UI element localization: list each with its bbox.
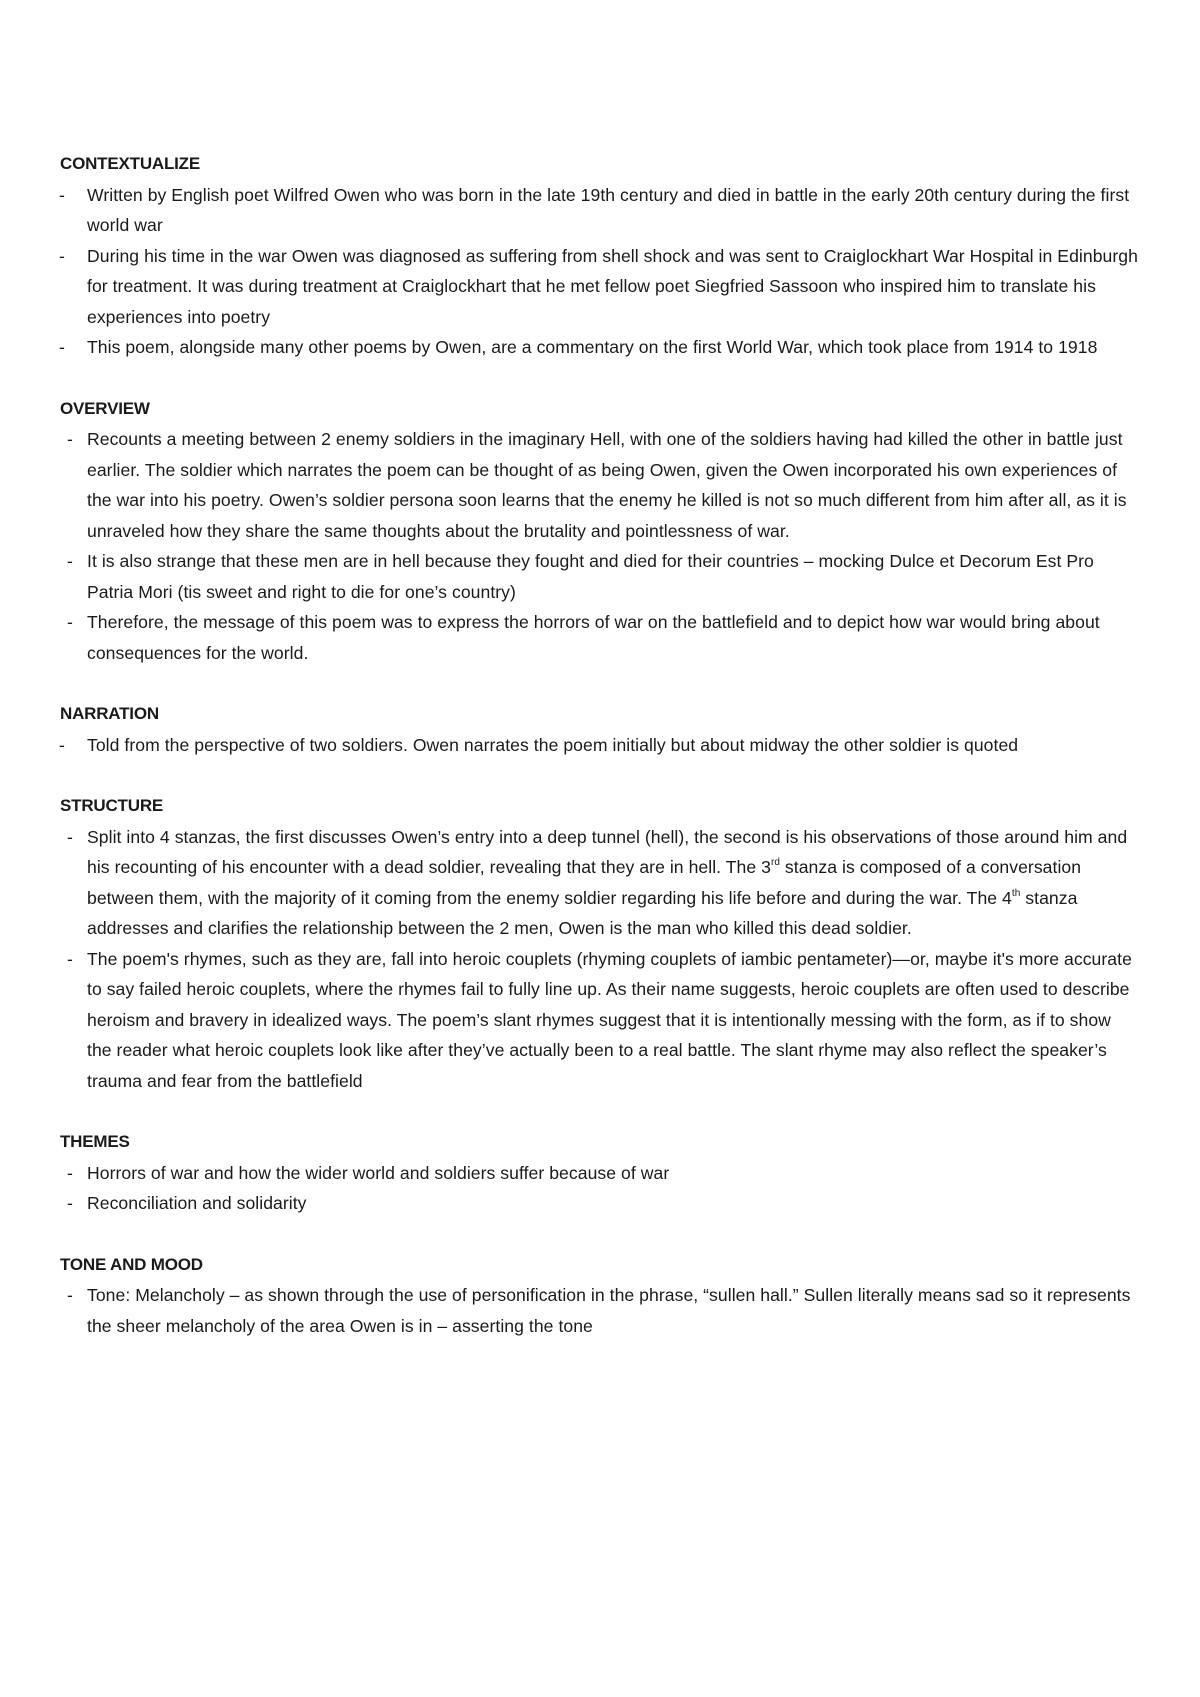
ordinal-suffix: rd [770,857,780,868]
bullet-list [60,180,1140,363]
bullet-dash: - [67,1285,73,1305]
section-heading: THEMES [60,1132,130,1151]
list-item [60,1188,1140,1219]
list-item-text: Told from the perspective of two soldiers. Owen narrates the poem initially but about midway the other soldier is quoted [87,734,1019,755]
list-item-text: This poem, alongside many other poems by Owen, are a commentary on the first World War, which took place from 1914 to 1918 [87,337,1098,357]
ordinal-suffix: th [1011,887,1021,899]
list-item-text: Reconciliation and solidarity [87,1193,307,1213]
section-tone-and-mood [60,1250,1140,1342]
list-item-text: Horrors of war and how the wider world and soldiers suffer because of war [87,1162,670,1183]
bullet-dash: - [67,948,73,969]
list-item-text: It is also strange that these men are in hell because they fought and died for their countries – mocking Dulce et Decorum Est Pro Patria Mori (tis sweet and right to die for one’s country) [87,551,1094,602]
section-themes [60,1127,1140,1219]
list-item-text: During his time in the war Owen was diagnosed as suffering from shell shock and was sent to Craiglockhart War Hospital in Edinburgh for treatment. It was during treatment at Craiglockhart that he met fellow poet Siegfried Sassoon who inspired him to translate his experiences into poetry [87,245,1138,327]
list-item-text-part: stanza is composed of a conversation between them, with the majority of it coming from the enemy soldier regarding his life before and during the war. The 4 [87,857,1082,908]
bullet-list [60,730,1140,761]
section-heading: STRUCTURE [60,796,164,815]
list-item [60,332,1140,363]
list-item [60,241,1140,333]
bullet-list [60,822,1140,1097]
bullet-dash: - [67,551,73,571]
bullet-dash: - [67,612,73,632]
list-item-text: The poem's rhymes, such as they are, fall into heroic couplets (rhyming couplets of iambic pentameter)—or, maybe it's more accurate to say failed heroic couplets, where the rhymes fail to fully line up. As their name suggests, heroic couplets are often used to describe heroism and bravery in idealized ways. The poem’s slant rhymes suggest that it is intentionally messing with the form, as if to show the reader what heroic couplets look like after they’ve actually been to a real battle. The slant rhyme may also reflect the speaker’s trauma and fear from the battlefield [87,948,1132,1091]
list-item [60,1158,1140,1189]
section-contextualize [60,149,1140,363]
list-item-text: Tone: Melancholy – as shown through the use of personification in the phrase, “sullen hall.” Sullen literally means sad so it represents the sheer melancholy of the area Owen is in – asserting the tone [87,1285,1131,1336]
bullet-list [60,1280,1140,1341]
list-item [60,607,1140,668]
bullet-dash: - [67,1193,73,1213]
list-item [60,822,1140,944]
list-item-text: Written by English poet Wilfred Owen who was born in the late 19th century and died in battle in the early 20th century during the first world war [87,184,1130,235]
section-heading: NARRATION [60,704,159,723]
bullet-dash: - [59,734,65,755]
section-narration [60,699,1140,760]
list-item [60,180,1140,241]
list-item [60,944,1140,1097]
bullet-dash: - [59,337,65,357]
list-item [60,1280,1140,1341]
bullet-dash: - [59,184,65,205]
bullet-list [60,424,1140,668]
list-item [60,424,1140,546]
list-item-text-part: stanza addresses and clarifies the relationship between the 2 men, Owen is the man who killed this dead soldier. [87,887,1078,938]
list-item-text: Recounts a meeting between 2 enemy soldiers in the imaginary Hell, with one of the soldiers having had killed the other in battle just earlier. The soldier which narrates the poem can be thought of as being Owen, given the Owen incorporated his own experiences of the war into his poetry. Owen’s soldier persona soon learns that the enemy he killed is not so much different from him after all, as it is unraveled how they share the same thoughts about the brutality and pointlessness of war. [87,429,1127,541]
section-heading: CONTEXTUALIZE [60,154,201,173]
list-item-text-part: Split into 4 stanzas, the first discusses Owen’s entry into a deep tunnel (hell), the second is his observations of those around him and his recounting of his encounter with a dead soldier, revealing that they are in hell. The 3 [87,826,1128,877]
bullet-dash: - [67,429,73,449]
bullet-list [60,1158,1140,1219]
section-heading: OVERVIEW [60,398,150,418]
bullet-dash: - [67,1162,73,1183]
bullet-dash: - [59,245,65,266]
section-heading: TONE AND MOOD [60,1254,203,1274]
list-item [60,546,1140,607]
list-item [60,730,1140,761]
section-structure [60,791,1140,1096]
section-overview [60,394,1140,669]
bullet-dash: - [67,826,73,847]
list-item-text: Therefore, the message of this poem was to express the horrors of war on the battlefield and to depict how war would bring about consequences for the world. [87,612,1100,663]
